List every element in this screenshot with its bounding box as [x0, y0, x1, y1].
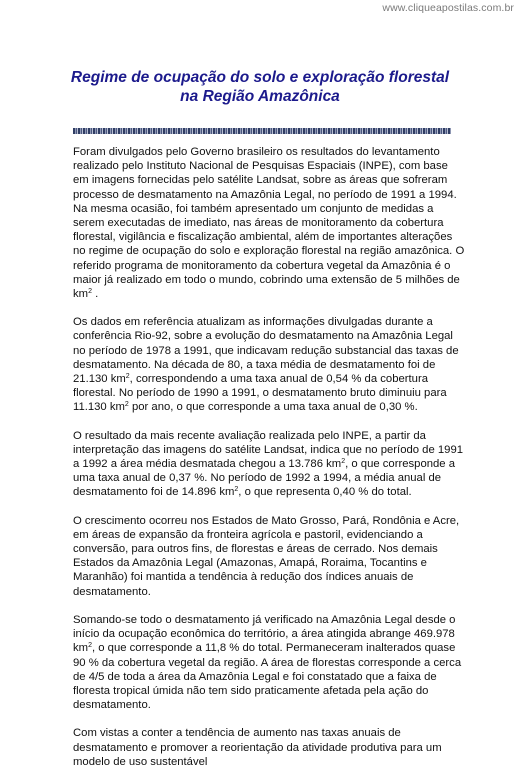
paragraph-2-part-b: , correspondendo a uma taxa anual de 0,54 % da cobertura florestal. No período de 1990 a 1991, o desmatamento bruto diminuiu para 11.130 km — [73, 373, 447, 414]
paragraph-3 — [73, 429, 465, 500]
paragraph-5-part-b: , o que corresponde a 11,8 % do total. Permaneceram inalterados quase 90 % da cobertura vegetal da região. A área de florestas corresponde a cerca de 4/5 de toda a área da Amazônia Legal e foi constatado que a faixa de floresta tropical úmida não tem sido praticamente afetada pela ação do desmatamento. — [73, 642, 462, 712]
paragraph-2-part-c: por ano, o que corresponde a uma taxa anual de 0,30 %. — [128, 401, 418, 414]
superscript: 2 — [88, 288, 92, 296]
paragraph-6: Com vistas a conter a tendência de aumento nas taxas anuais de desmatamento e promover a reorientação da atividade produtiva para um modelo de uso sustentável — [73, 727, 442, 768]
paragraph-4: O crescimento ocorreu nos Estados de Mato Grosso, Pará, Rondônia e Acre, em áreas de expansão da fronteira agrícola e pastoril, evidenciando a conversão, para outros fins, de florestas e áreas de cerrado. Nos demais Estados da Amazônia Legal (Amazonas, Amapá, Roraima, Tocantins e Maranhão) foi mantida a tendência à redução dos índices anuais de desmatamento. — [73, 514, 460, 598]
superscript: 2 — [125, 373, 130, 381]
paragraph-3-part-a: O resultado da mais recente avaliação realizada pelo INPE, a partir da interpretação das imagens do satélite Landsat, indica que no período de 1991 a 1992 a área média desmatada chegou a 13.786 km — [73, 429, 464, 471]
paragraph-5-part-a: Somando-se todo o desmatamento já verificado na Amazônia Legal desde o início da ocupação econômica do território, a área atingida abrange 469.978 km — [73, 613, 456, 655]
superscript: 2 — [88, 642, 92, 650]
superscript: 2 — [234, 486, 239, 494]
paragraph-5 — [73, 613, 465, 712]
site-url[interactable]: www.cliqueapostilas.com.br — [382, 2, 514, 14]
paragraph-2-part-a: Os dados em referência atualizam as informações divulgadas durante a conferência Rio-92, sobre a evolução do desmatamento na Amazônia Legal no período de 1978 a 1991, que indicavam redução substancial das taxas de desmatamento. Na década de 80, a taxa média de desmatamento foi de 21.130 km — [73, 316, 459, 386]
paragraph-1 — [73, 145, 465, 301]
document-body — [73, 145, 465, 768]
paragraph-1-end: . — [91, 288, 99, 301]
document-title — [40, 68, 480, 106]
superscript: 2 — [124, 401, 129, 409]
superscript: 2 — [341, 458, 346, 466]
paragraph-3-part-c: , o que representa 0,40 % do total. — [238, 486, 412, 499]
title-line-2: na Região Amazônica — [180, 88, 340, 105]
paragraph-2 — [73, 315, 465, 414]
paragraph-1-text: Foram divulgados pelo Governo brasileiro os resultados do levantamento realizado pelo Instituto Nacional de Pesquisas Espaciais (INPE), com base em imagens fornecidas pelo satélite Landsat, sobre as áreas que sofreram processo de desmatamento na Amazônia Legal, no período de 1991 a 1994. Na mesma ocasião, foi também apresentado um conjunto de medidas a serem executadas de imediato, nas áreas de monitoramento da cobertura florestal, vigilância e fiscalização ambiental, além de importantes alterações no regime de ocupação do solo e exploração florestal na região amazônica. O referido programa de monitoramento da cobertura vegetal da Amazônia é o maior já realizado em todo o mundo, cobrindo uma extensão de 5 milhões de km — [73, 146, 465, 301]
title-line-1: Regime de ocupação do solo e exploração florestal — [70, 69, 450, 86]
decorative-divider — [73, 128, 451, 134]
paragraph-3-part-b: , o que corresponde a uma taxa anual de 0,37 %. No período de 1992 a 1994, a média anual de desmatamento foi de 14.896 km — [73, 458, 456, 499]
